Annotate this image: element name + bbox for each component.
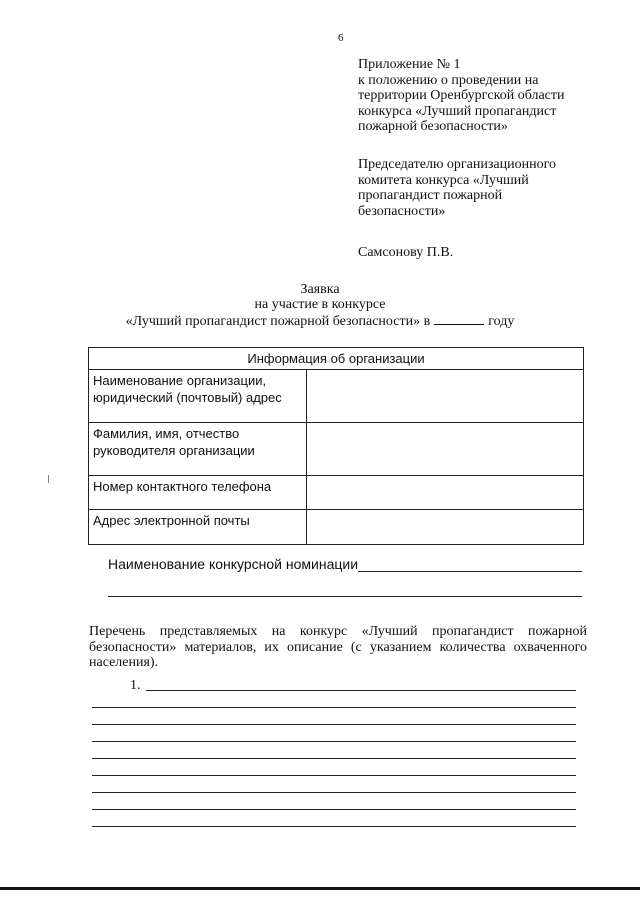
appendix-header [358,57,618,135]
item-input-line[interactable] [146,690,576,691]
appendix-line: Приложение № 1 [358,57,461,72]
table-header: Информация об организации [89,348,584,370]
nomination-input-line[interactable] [358,571,582,572]
nomination-input-line-2[interactable] [108,596,582,597]
table-row [89,423,584,476]
list-item-number: 1. [130,678,141,693]
table-row [89,510,584,545]
phone-label: Номер контактного телефона [89,476,307,510]
addressee-block [358,157,618,219]
item-input-line[interactable] [92,826,576,827]
item-input-line[interactable] [92,758,576,759]
item-input-line[interactable] [92,741,576,742]
nomination-label: Наименование конкурсной номинации [108,556,359,572]
addressee-line: Председателю организационного [358,157,556,172]
table-row [89,476,584,510]
year-blank-field[interactable] [434,313,484,325]
organization-info-table [88,347,584,545]
email-label: Адрес электронной почты [89,510,307,545]
item-input-line[interactable] [92,775,576,776]
appendix-line: конкурса «Лучший пропагандист [358,103,557,119]
materials-description: Перечень представляемых на конкурс «Лучший пропагандист пожарной безопасности» материалов, их описание (с указанием количества охваченного населения). [89,624,587,670]
item-input-line[interactable] [92,809,576,810]
page-number: 6 [338,32,344,44]
contest-name: «Лучший пропагандист пожарной безопасности» в [125,314,431,329]
phone-field[interactable] [307,476,584,510]
item-input-line[interactable] [92,707,576,708]
recipient-name: Самсонову П.В. [358,245,454,260]
page-bottom-border [0,887,640,890]
item-input-line[interactable] [92,792,576,793]
table-row [89,370,584,423]
addressee-line: пропагандист пожарной [358,188,503,203]
application-subtitle: на участие в конкурсе [254,297,386,312]
director-name-field[interactable] [307,423,584,476]
application-contest-line [0,313,640,330]
addressee-line: безопасности» [358,203,446,219]
addressee-line: комитета конкурса «Лучший [358,172,529,188]
org-name-label: Наименование организации, юридический (почтовый) адрес [89,370,307,423]
appendix-line: территории Оренбургской области [358,88,565,103]
item-input-line[interactable] [92,724,576,725]
scan-margin-mark [48,475,49,483]
appendix-line: пожарной безопасности» [358,119,508,134]
org-name-field[interactable] [307,370,584,423]
application-title: Заявка [300,282,340,297]
director-name-label: Фамилия, имя, отчество руководителя организации [89,423,307,476]
year-word: году [488,314,515,329]
email-field[interactable] [307,510,584,545]
appendix-line: к положению о проведении на [358,72,539,88]
